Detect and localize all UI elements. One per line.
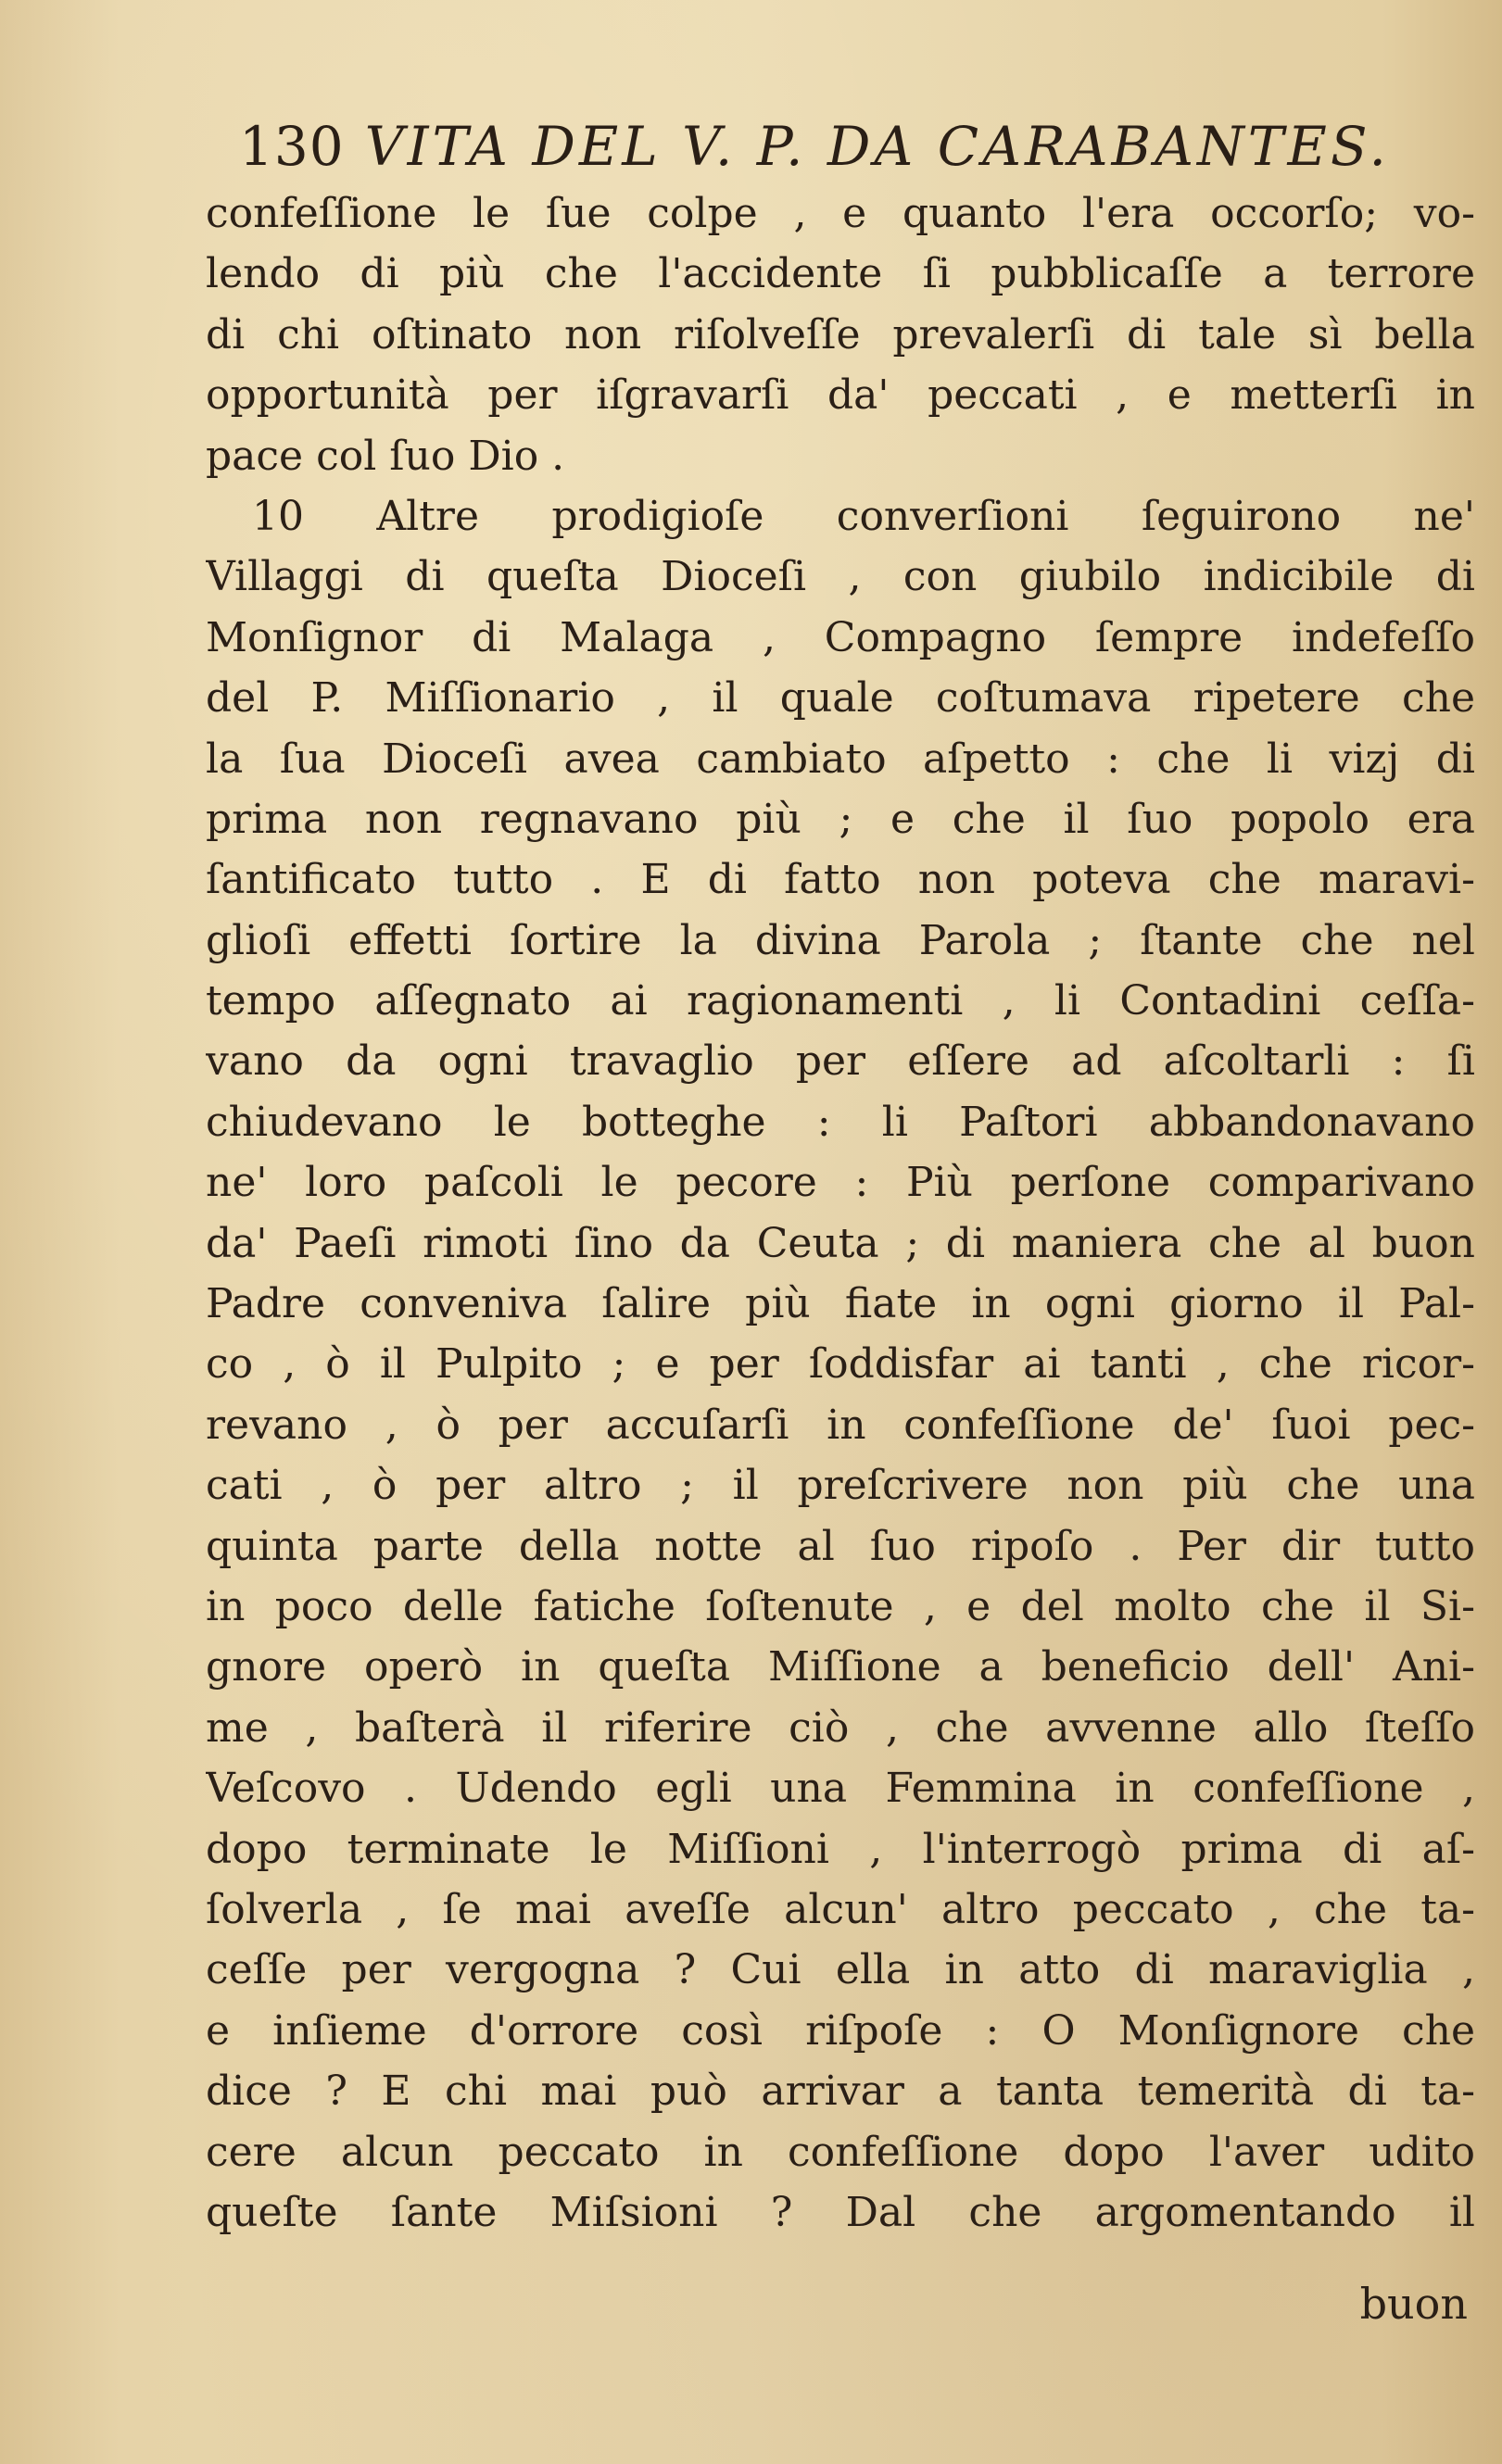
text-line: vano da ogni travaglio per eſſere ad aſcoltarli : ſi <box>206 1037 1475 1086</box>
running-head <box>239 109 1481 183</box>
text-line: ceſſe per vergogna ? Cui ella in atto di maraviglia , <box>206 1946 1475 1994</box>
text-line: pace col ſuo Dio . <box>206 432 565 480</box>
text-line: Monſignor di Malaga , Compagno ſempre indefeſſo <box>206 613 1475 661</box>
text-line: dopo terminate le Miſſioni , l'interrogò prima di aſ- <box>206 1825 1475 1873</box>
text-line: queſte ſante Miſsioni ? Dal che argomentando il <box>206 2188 1475 2236</box>
text-line: me , baſterà il riferire ciò , che avvenne allo ſteſſo <box>206 1703 1475 1752</box>
text-line: confeſſione le ſue colpe , e quanto l'era occorſo; vo- <box>206 190 1475 237</box>
text-line: ſantificato tutto . E di fatto non poteva che maravi- <box>206 856 1475 904</box>
text-line: lendo di più che l'accidente ſi pubblicaſſe a terrore <box>206 250 1475 298</box>
text-line: ne' loro paſcoli le pecore : Più perſone comparivano <box>206 1159 1475 1207</box>
text-line: co , ò il Pulpito ; e per ſoddisfar ai tanti , che ricor- <box>206 1340 1475 1389</box>
text-line: prima non regnavano più ; e che il ſuo popolo era <box>206 795 1475 843</box>
text-line: Padre conveniva ſalire più fiate in ogni giorno il Pal- <box>206 1280 1475 1328</box>
text-line: da' Paeſi rimoti ſino da Ceuta ; di maniera che al buon <box>206 1219 1475 1267</box>
paragraph-start-line: 10 Altre prodigioſe converſioni ſeguirono ne' <box>252 492 1475 540</box>
text-line: cere alcun peccato in confeſſione dopo l'aver udito <box>206 2128 1475 2176</box>
text-line: ſolverla , ſe mai aveſſe alcun' altro peccato , che ta- <box>206 1885 1475 1933</box>
body-text <box>206 183 1475 2243</box>
text-line: chiudevano le botteghe : li Paſtori abbandonavano <box>206 1098 1475 1146</box>
text-line: Veſcovo . Udendo egli una Femmina in confeſſione , <box>206 1765 1475 1813</box>
text-line: dice ? E chi mai può arrivar a tanta temerità di ta- <box>206 2068 1475 2116</box>
text-line: glioſi effetti ſortire la divina Parola ; ſtante che nel <box>206 916 1475 964</box>
text-line: tempo aſſegnato ai ragionamenti , li Contadini ceſſa- <box>206 977 1475 1025</box>
text-line: quinta parte della notte al ſuo ripoſo . Per dir tutto <box>206 1522 1475 1570</box>
catchword: buon <box>1359 2279 1468 2329</box>
text-line: e inſieme d'orrore così riſpoſe : O Monſignore che <box>206 2006 1475 2055</box>
text-line: la ſua Dioceſi avea cambiato aſpetto : che li vizj di <box>206 735 1475 783</box>
text-line: opportunità per iſgravarſi da' peccati , e metterſi in <box>206 371 1475 420</box>
text-line: Villaggi di queſta Dioceſi , con giubilo indicibile di <box>206 553 1475 601</box>
text-line: del P. Miſſionario , il quale coſtumava ripetere che <box>206 674 1475 723</box>
text-line: in poco delle fatiche ſoſtenute , e del molto che il Si- <box>206 1582 1475 1630</box>
page-number: 130 <box>239 115 345 178</box>
text-line: cati , ò per altro ; il preſcrivere non più che una <box>206 1462 1475 1510</box>
text-line: di chi oſtinato non riſolveſſe prevalerſi di tale sì bella <box>206 310 1475 358</box>
text-line: revano , ò per accuſarſi in confeſſione de' ſuoi pec- <box>206 1401 1475 1449</box>
running-title: VITA DEL V. P. DA CARABANTES. <box>364 115 1390 178</box>
text-line: gnore operò in queſta Miſſione a beneficio dell' Ani- <box>206 1643 1475 1691</box>
